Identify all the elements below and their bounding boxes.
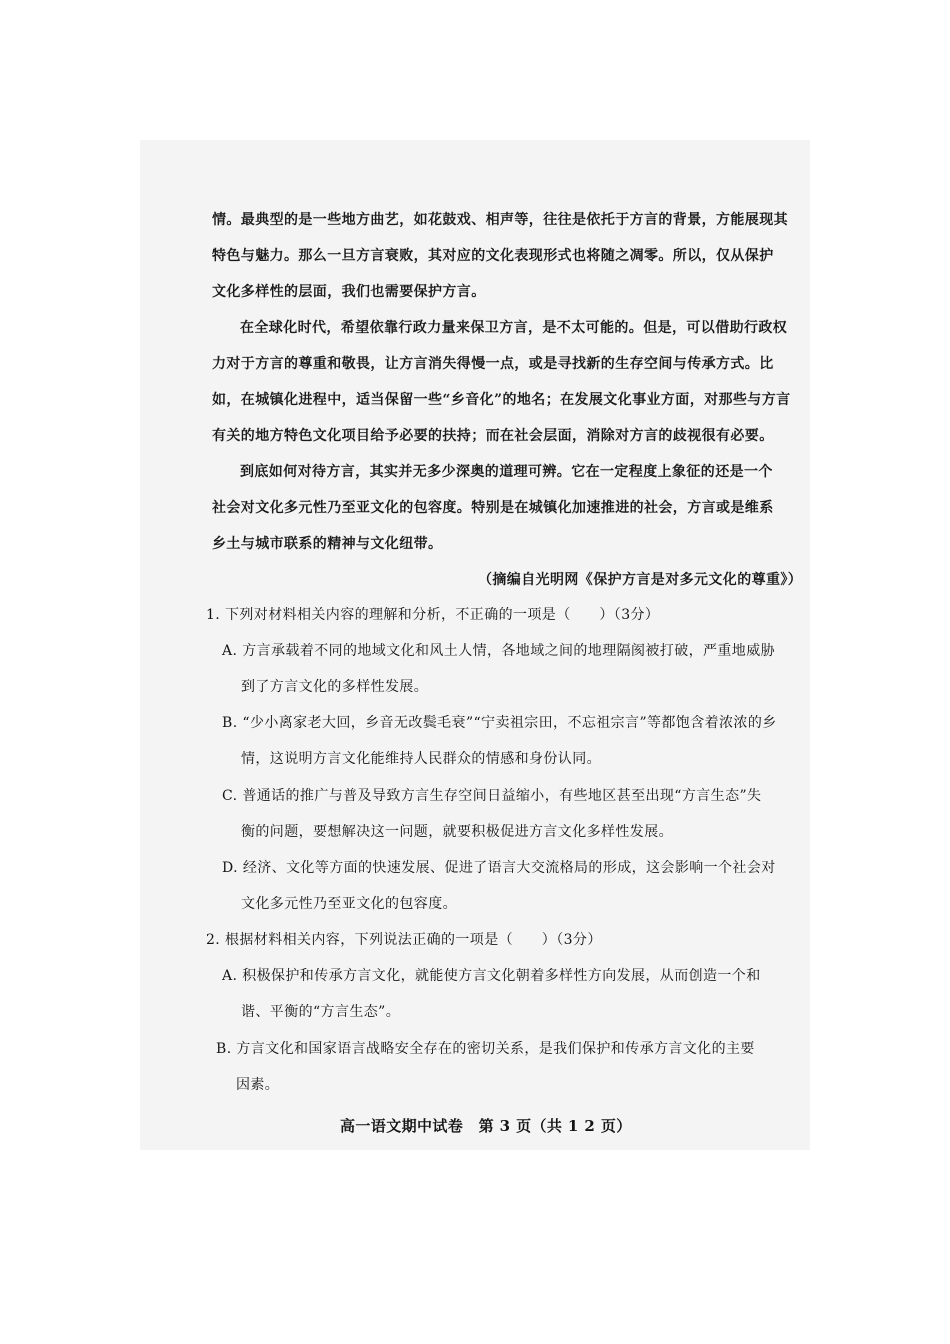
option-a-line: A. 积极保护和传承方言文化，就能使方言文化朝着多样性方向发展，从而创造一个和 [222,968,761,984]
article-source: （摘编自光明网《保护方言是对多元文化的尊重》） [478,572,803,588]
option-d-line: 文化多元性乃至亚文化的包容度。 [241,896,457,912]
option-b-line: B. “少小离家老大回，乡音无改鬓毛衰”“宁卖祖宗田，不忘祖宗言”等都饱含着浓浓的乡 [222,715,777,731]
article-line: 力对于方言的尊重和敬畏，让方言消失得慢一点，或是寻找新的生存空间与传承方式。比 [212,356,774,372]
question-stem: 2. 根据材料相关内容，下列说法正确的一项是（ ）（3分） [206,932,602,948]
article-line: 文化多样性的层面，我们也需要保护方言。 [212,284,486,300]
article-line: 有关的地方特色文化项目给予必要的扶持；而在社会层面，消除对方言的歧视很有必要。 [212,428,774,444]
option-c-line: 衡的问题，要想解决这一问题，就要积极促进方言文化多样性发展。 [241,824,673,840]
option-a-line: 谐、平衡的“方言生态”。 [241,1004,401,1020]
article-line: 情。最典型的是一些地方曲艺，如花鼓戏、相声等，往往是依托于方言的背景，方能展现其 [212,212,788,228]
option-a-line: A. 方言承载着不同的地域文化和风土人情，各地域之间的地理隔阂被打破，严重地威胁 [222,643,776,659]
option-d-line: D. 经济、文化等方面的快速发展、促进了语言大交流格局的形成，这会影响一个社会对 [222,860,776,876]
option-b-line: B. 方言文化和国家语言战略安全存在的密切关系，是我们保护和传承方言文化的主要 [216,1041,755,1057]
option-b-line: 情，这说明方言文化能维持人民群众的情感和身份认同。 [241,751,601,767]
article-line: 特色与魅力。那么一旦方言衰败，其对应的文化表现形式也将随之凋零。所以，仅从保护 [212,248,774,264]
article-line: 社会对文化多元性乃至亚文化的包容度。特别是在城镇化加速推进的社会，方言或是维系 [212,500,774,516]
article-line: 到底如何对待方言，其实并无多少深奥的道理可辨。它在一定程度上象征的还是一个 [240,464,773,480]
option-a-line: 到了方言文化的多样性发展。 [241,679,429,695]
question-stem: 1. 下列对材料相关内容的理解和分析，不正确的一项是（ ）（3分） [206,607,660,623]
page-footer: 高一语文期中试卷 第 3 页（共 1 2 页） [340,1117,632,1135]
option-b-line: 因素。 [236,1077,280,1093]
article-line: 乡土与城市联系的精神与文化纽带。 [212,536,443,552]
article-line: 在全球化时代，希望依靠行政力量来保卫方言，是不太可能的。但是，可以借助行政权 [240,320,788,336]
article-line: 如，在城镇化进程中，适当保留一些“乡音化”的地名；在发展文化事业方面，对那些与方言 [212,392,791,408]
option-c-line: C. 普通话的推广与普及导致方言生存空间日益缩小，有些地区甚至出现“方言生态”失 [222,788,762,804]
